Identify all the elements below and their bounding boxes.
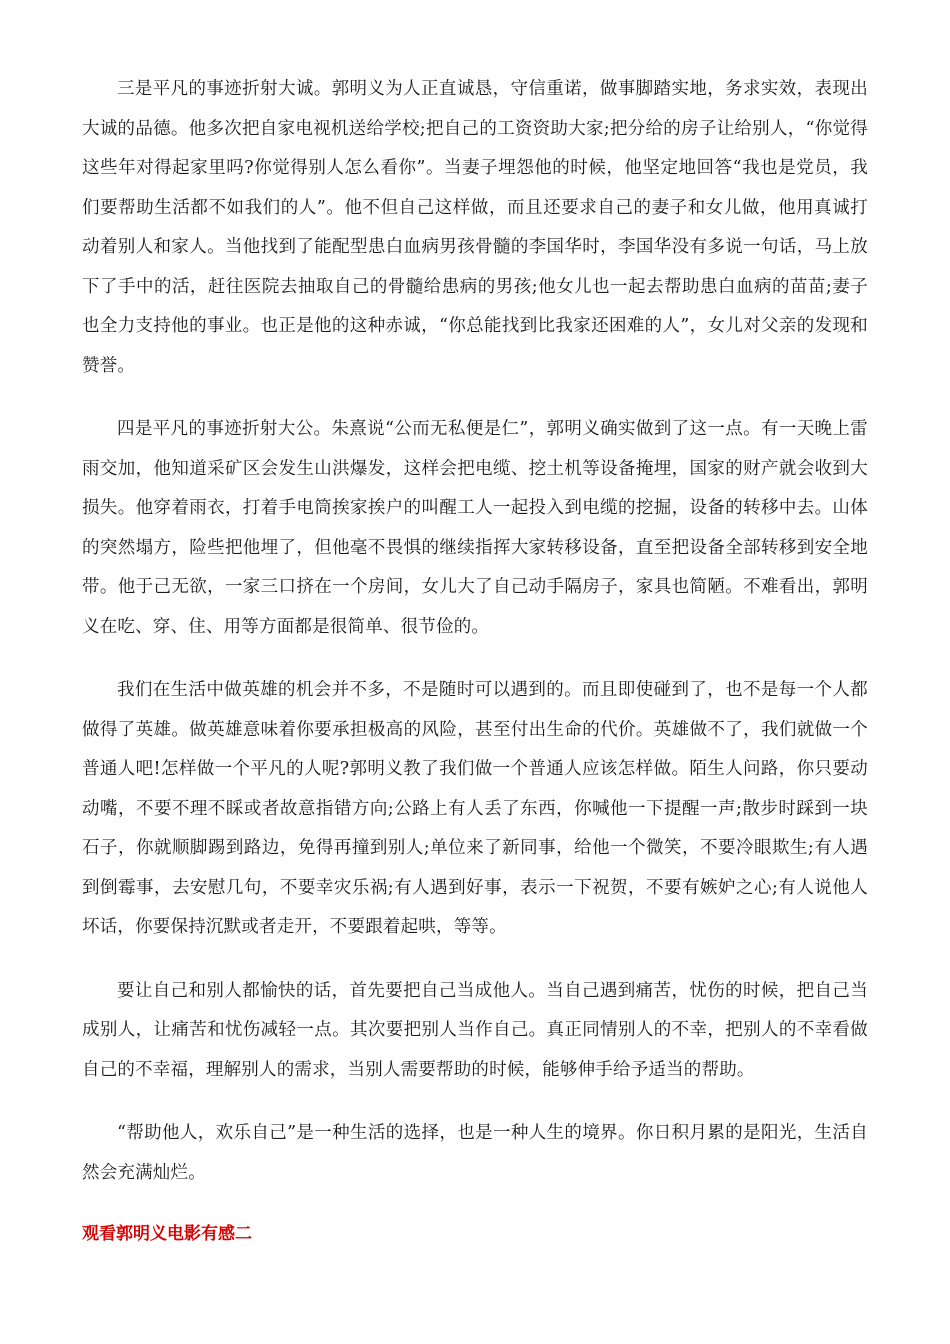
document-body bbox=[82, 70, 868, 1249]
paragraph-conclusion: “帮助他人，欢乐自己”是一种生活的选择，也是一种人生的境界。你日积月累的是阳光，生活自然会充满灿烂。 bbox=[82, 1123, 868, 1183]
section-heading: 观看郭明义电影有感二 bbox=[82, 1224, 252, 1244]
paragraph-integrity: 三是平凡的事迹折射大诚。郭明义为人正直诚恳，守信重诺，做事脚踏实地，务求实效，表现出大诚的品德。他多次把自家电视机送给学校;把自己的工资资助大家;把分给的房子让给别人，“你觉得这些年对得起家里吗?你觉得别人怎么看你”。当妻子埋怨他的时候，他坚定地回答“我也是党员，我们要帮助生活都不如我们的人”。他不但自己这样做，而且还要求自己的妻子和女儿做，他用真诚打动着别人和家人。当他找到了能配型患白血病男孩骨髓的李国华时，李国华没有多说一句话，马上放下了手中的活，赶往医院去抽取自己的骨髓给患病的男孩;他女儿也一起去帮助患白血病的苗苗;妻子也全力支持他的事业。也正是他的这种赤诚，“你总能找到比我家还困难的人”，女儿对父亲的发现和赞誉。 bbox=[82, 79, 868, 376]
paragraph-selflessness: 四是平凡的事迹折射大公。朱熹说“公而无私便是仁”，郭明义确实做到了这一点。有一天晚上雷雨交加，他知道采矿区会发生山洪爆发，这样会把电缆、挖土机等设备掩埋，国家的财产就会收到大损失。他穿着雨衣，打着手电筒挨家挨户的叫醒工人一起投入到电缆的挖掘，设备的转移中去。山体的突然塌方，险些把他埋了，但他毫不畏惧的继续指挥大家转移设备，直至把设备全部转移到安全地带。他于己无欲，一家三口挤在一个房间，女儿大了自己动手隔房子，家具也简陋。不难看出，郭明义在吃、穿、住、用等方面都是很简单、很节俭的。 bbox=[82, 419, 868, 637]
paragraph-ordinary-person: 我们在生活中做英雄的机会并不多，不是随时可以遇到的。而且即使碰到了，也不是每一个人都做得了英雄。做英雄意味着你要承担极高的风险，甚至付出生命的代价。英雄做不了，我们就做一个普通人吧!怎样做一个平凡的人呢?郭明义教了我们做一个普通人应该怎样做。陌生人问路，你只要动动嘴，不要不理不睬或者故意指错方向;公路上有人丢了东西，你喊他一下提醒一声;散步时踩到一块石子，你就顺脚踢到路边，免得再撞到别人;单位来了新同事，给他一个微笑，不要冷眼欺生;有人遇到倒霉事，去安慰几句，不要幸灾乐祸;有人遇到好事，表示一下祝贺，不要有嫉妒之心;有人说他人坏话，你要保持沉默或者走开，不要跟着起哄，等等。 bbox=[82, 680, 868, 937]
paragraph-others-as-self: 要让自己和别人都愉快的话，首先要把自己当成他人。当自己遇到痛苦，忧伤的时候，把自己当成别人，让痛苦和忧伤减轻一点。其次要把别人当作自己。真正同情别人的不幸，把别人的不幸看做自己的不幸福，理解别人的需求，当别人需要帮助的时候，能够伸手给予适当的帮助。 bbox=[82, 980, 868, 1080]
